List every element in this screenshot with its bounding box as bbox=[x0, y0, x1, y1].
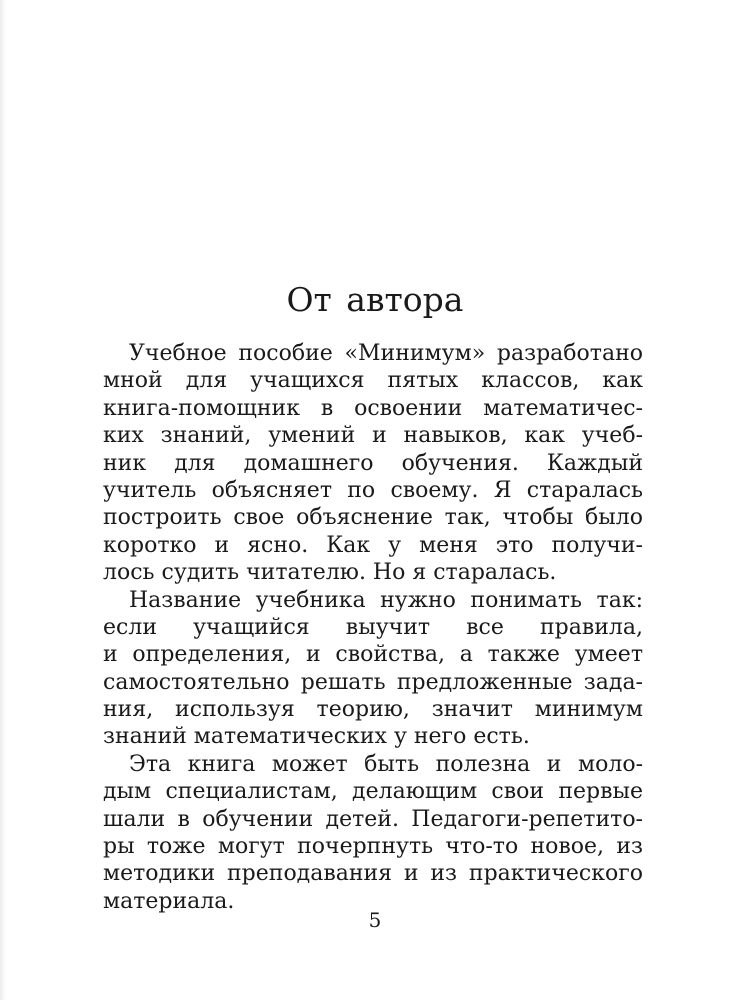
body-text bbox=[103, 340, 643, 915]
text-line: ник для домашнего обучения. Каждый bbox=[103, 450, 643, 476]
page-edge-shadow bbox=[0, 0, 6, 1000]
text-line: дым специалистам, делающим свои первые bbox=[103, 779, 643, 805]
text-line: ких знаний, умений и навыков, как учеб- bbox=[103, 423, 643, 449]
text-line: Название учебника нужно понимать так: bbox=[129, 587, 643, 613]
text-line: шали в обучении детей. Педагоги-репетито- bbox=[103, 806, 643, 832]
text-line: мной для учащихся пятых классов, как bbox=[103, 368, 643, 394]
text-line: методики преподавания и из практического bbox=[103, 861, 643, 887]
text-line: Эта книга может быть полезна и моло- bbox=[129, 751, 643, 777]
text-line: учитель объясняет по своему. Я старалась bbox=[103, 477, 643, 503]
text-line: ры тоже могут почерпнуть что-то новое, из bbox=[103, 834, 643, 860]
page-number: 5 bbox=[368, 908, 382, 932]
text-line: Учебное пособие «Минимум» разработано bbox=[129, 341, 643, 366]
text-line: ния, используя теорию, значит минимум bbox=[103, 697, 643, 723]
page-title: От автора bbox=[286, 280, 464, 319]
text-line: материала. bbox=[103, 888, 235, 914]
text-line: если учащийся выучит все правила, bbox=[103, 614, 643, 640]
text-line: знаний математических у него есть. bbox=[103, 724, 530, 750]
text-line: построить свое объяснение так, чтобы было bbox=[103, 505, 643, 531]
text-line: коротко и ясно. Как у меня это получи- bbox=[103, 532, 643, 558]
text-line: книга-помощник в освоении математичес- bbox=[103, 395, 643, 421]
text-line: лось судить читателю. Но я старалась. bbox=[103, 560, 557, 586]
text-line: самостоятельно решать предложенные зада- bbox=[103, 669, 643, 695]
text-line: и определения, и свойства, а также умеет bbox=[103, 642, 643, 668]
